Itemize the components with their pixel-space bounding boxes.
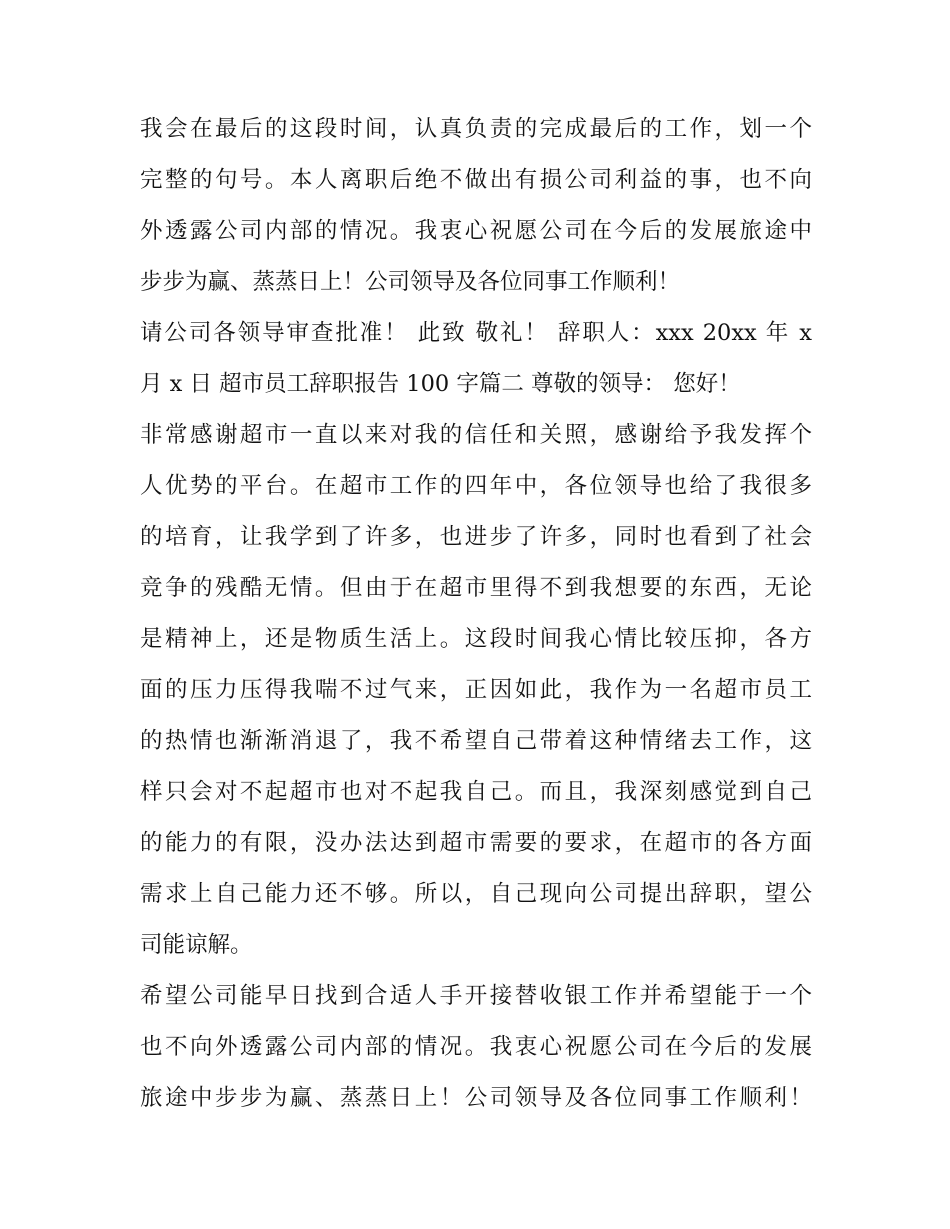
text-line: 希望公司能早日找到合适人手开接替收银工作并希望能于一个 [140,983,812,1009]
text-line: 请公司各领导审查批准！ 此致 敬礼！ 辞职人：xxx 20xx 年 x [140,320,812,346]
text-line: 旅途中步步为赢、蒸蒸日上！公司领导及各位同事工作顺利！ [140,1085,812,1111]
text-line: 人优势的平台。在超市工作的四年中，各位领导也给了我很多 [140,473,812,499]
text-line: 外透露公司内部的情况。我衷心祝愿公司在今后的发展旅途中 [140,218,812,244]
text-line: 的热情也渐渐消退了，我不希望自己带着这种情绪去工作，这 [140,728,812,754]
text-line: 的能力的有限，没办法达到超市需要的要求，在超市的各方面 [140,830,812,856]
text-line: 面的压力压得我喘不过气来，正因如此，我作为一名超市员工 [140,677,812,703]
text-line: 完整的句号。本人离职后绝不做出有损公司利益的事，也不向 [140,167,812,193]
text-line: 非常感谢超市一直以来对我的信任和关照，感谢给予我发挥个 [140,422,812,448]
text-line: 月 x 日 超市员工辞职报告 100 字篇二 尊敬的领导： 您好！ [140,371,741,397]
text-line: 步步为赢、蒸蒸日上！公司领导及各位同事工作顺利！ [140,269,681,295]
text-line: 竞争的残酷无情。但由于在超市里得不到我想要的东西，无论 [140,575,812,601]
text-line: 样只会对不起超市也对不起我自己。而且，我深刻感觉到自己 [140,779,812,805]
text-line: 我会在最后的这段时间，认真负责的完成最后的工作，划一个 [140,116,812,142]
text-line: 需求上自己能力还不够。所以，自己现向公司提出辞职，望公 [140,881,812,907]
document-body [140,104,812,1124]
text-line: 是精神上，还是物质生活上。这段时间我心情比较压抑，各方 [140,626,812,652]
text-line: 的培育，让我学到了许多，也进步了许多，同时也看到了社会 [140,524,812,550]
text-line: 司能谅解。 [140,932,253,958]
text-line: 也不向外透露公司内部的情况。我衷心祝愿公司在今后的发展 [140,1034,812,1060]
